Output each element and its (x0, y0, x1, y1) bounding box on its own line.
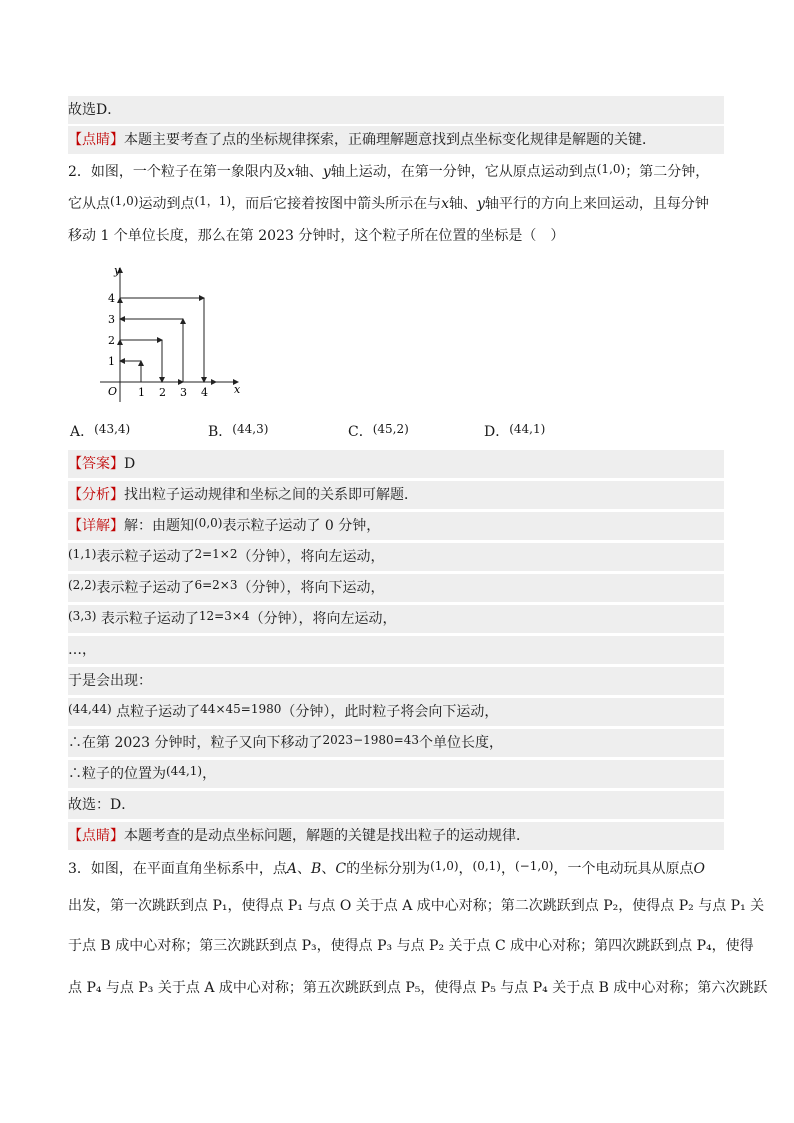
y-tick: 1 (108, 355, 115, 368)
origin-label: O (108, 385, 118, 398)
q3-var: B (311, 861, 322, 877)
q3-text: 3．如图，在平面直角坐标系中，点 (68, 861, 287, 877)
x-tick: 3 (180, 386, 187, 399)
particle-path (120, 298, 216, 382)
option-value: (45,2) (372, 422, 409, 436)
detail-math: 6=2×3 (194, 578, 238, 592)
q3-var: O (693, 861, 705, 877)
option-value: (43,4) (94, 422, 131, 436)
q2-x-var: x (441, 196, 449, 212)
q2-line-1 (68, 158, 724, 186)
q2-point: (1,0) (110, 194, 139, 208)
q3-text: 、 (321, 861, 336, 877)
q2-text: 轴上运动，在第一分钟，它从原点运动到点 (330, 164, 597, 180)
q3-line-1 (68, 855, 724, 883)
q2-text: 2．如图，一个粒子在第一象限内及 (68, 164, 287, 180)
detail-text: …， (68, 642, 96, 658)
analysis-line (68, 481, 724, 509)
q2-line-2 (68, 190, 724, 218)
detail-text: ， (202, 766, 217, 782)
q3-var: A (286, 861, 298, 877)
detail-line-6 (68, 667, 724, 695)
q3-text: ， (458, 861, 473, 877)
y-axis-label: y (114, 264, 121, 277)
option-value: (44,1) (509, 422, 546, 436)
detail-text: 于是会出现： (68, 673, 152, 689)
detail-point: (44,1) (166, 764, 203, 778)
option-d[interactable] (484, 418, 545, 446)
conclusion-line (68, 96, 724, 124)
option-letter: A． (70, 424, 95, 440)
q2-text: ，而后它接着按图中箭头所示在与 (231, 196, 442, 212)
detail-text: （分钟），将向下运动， (237, 580, 385, 596)
q2-text: ；第二分钟， (625, 164, 710, 180)
detail-text: ∴在第 2023 分钟时，粒子又向下移动了 (68, 735, 323, 751)
option-a[interactable] (70, 418, 130, 446)
q2-text: 运动到点 (138, 196, 195, 212)
q2-text: 轴、 (449, 196, 477, 212)
option-c[interactable] (348, 418, 409, 446)
q2-text: 轴平行的方向上来回运动，且每分钟 (484, 196, 709, 212)
q3-point: (−1,0) (514, 859, 554, 873)
comment-tag: 【点睛】 (68, 132, 124, 148)
detail-line-1 (68, 512, 724, 540)
detail-line-2 (68, 543, 724, 571)
q3-line-3 (68, 932, 754, 960)
detail-text: 故选：D． (68, 797, 136, 813)
detail-math: 44×45=1980 (200, 702, 282, 716)
detail-text: 表示粒子运动了 0 分钟， (222, 518, 381, 534)
x-tick: 4 (201, 386, 208, 399)
q2-text: 它从点 (68, 196, 110, 212)
q2-y-var: y (322, 164, 331, 180)
detail-line-5 (68, 636, 724, 664)
y-tick: 2 (108, 334, 115, 347)
q2-point: (1，1) (194, 194, 232, 208)
detail-line-4 (68, 605, 724, 633)
detail-line-10 (68, 791, 724, 819)
q3-text: 点 P₄ 与点 P₃ 关于点 A 成中心对称；第五次跳跃到点 P₅，使得点 P₅ 与点 P₄ 关于点 B 成中心对称；第六次跳跃 (68, 980, 768, 996)
detail-text: 表示粒子运动了 (96, 549, 195, 565)
detail-math: 2=1×2 (194, 547, 238, 561)
option-letter: B． (208, 424, 233, 440)
detail-tag: 【详解】 (68, 518, 124, 534)
y-tick: 3 (108, 313, 115, 326)
detail-text: 点粒子运动了 (116, 704, 201, 720)
q3-line-4 (68, 974, 768, 1002)
answer-line (68, 450, 724, 478)
analysis-tag: 【分析】 (68, 487, 124, 503)
comment-text: 本题考查的是动点坐标问题，解题的关键是找出粒子的运动规律． (124, 828, 530, 844)
q3-point: (0,1) (472, 859, 501, 873)
x-tick: 1 (138, 386, 145, 399)
detail-line-8 (68, 729, 724, 757)
detail-point: (1,1) (68, 547, 97, 561)
answer-text: D (124, 456, 136, 472)
detail-math: 2023−1980=43 (322, 733, 419, 747)
q2-line-3 (68, 222, 724, 250)
option-letter: C． (348, 424, 373, 440)
q2-text: 移动 1 个单位长度，那么在第 2023 分钟时，这个粒子所在位置的坐标是（ ） (68, 228, 565, 244)
comment-line-1 (68, 126, 724, 154)
q2-point: (1,0) (596, 162, 626, 176)
detail-line-7 (68, 698, 724, 726)
q2-x-var: x (286, 164, 295, 180)
q3-line-2 (68, 892, 765, 920)
conclusion-text: 故选D． (68, 102, 122, 118)
q3-text: 的坐标分别为 (346, 861, 431, 877)
detail-text: （分钟），将向左运动， (237, 549, 385, 565)
comment-text: 本题主要考查了点的坐标规律探索，正确理解题意找到点坐标变化规律是解题的关键． (124, 132, 656, 148)
option-b[interactable] (208, 418, 268, 446)
options-row (68, 418, 724, 446)
q3-text: 于点 B 成中心对称；第三次跳跃到点 P₃，使得点 P₃ 与点 P₂ 关于点 C 成中心对称；第四次跳跃到点 P₄，使得 (68, 938, 754, 954)
detail-point: (3,3) (68, 609, 97, 623)
detail-line-3 (68, 574, 724, 602)
detail-text: （分钟），将向左运动， (249, 611, 397, 627)
x-tick: 2 (159, 386, 166, 399)
detail-text: 表示粒子运动了 (96, 580, 195, 596)
detail-point: (44,44) (68, 702, 112, 716)
analysis-text: 找出粒子运动规律和坐标之间的关系即可解题． (124, 487, 418, 503)
y-tick: 4 (108, 292, 115, 305)
option-value: (44,3) (232, 422, 269, 436)
q3-text: 出发，第一次跳跃到点 P₁，使得点 P₁ 与点 O 关于点 A 成中心对称；第二次跳跃到点 P₂，使得点 P₂ 与点 P₁ 关 (68, 898, 765, 914)
q2-text: 轴、 (294, 164, 323, 180)
answer-tag: 【答案】 (68, 456, 124, 472)
q2-y-var: y (477, 196, 485, 212)
detail-point: (0,0) (194, 516, 223, 530)
detail-text: （分钟），此时粒子将会向下运动， (281, 704, 499, 720)
detail-math: 12=3×4 (198, 609, 250, 623)
x-axis-label: x (234, 383, 241, 396)
detail-text: 表示粒子运动了 (100, 611, 199, 627)
q3-text: ， (500, 861, 515, 877)
particle-path-figure (92, 262, 252, 410)
option-letter: D． (484, 424, 510, 440)
q3-text: ，一个电动玩具从原点 (553, 861, 694, 877)
q3-text: 、 (297, 861, 312, 877)
detail-text: 解：由题知 (124, 518, 194, 534)
q3-point: (1,0) (430, 859, 459, 873)
comment-tag: 【点睛】 (68, 828, 124, 844)
detail-text: 个单位长度， (419, 735, 503, 751)
detail-point: (2,2) (68, 578, 97, 592)
detail-line-9 (68, 760, 724, 788)
detail-text: ∴粒子的位置为 (68, 766, 166, 782)
q3-var: C (335, 861, 347, 877)
comment-line-2 (68, 822, 724, 850)
